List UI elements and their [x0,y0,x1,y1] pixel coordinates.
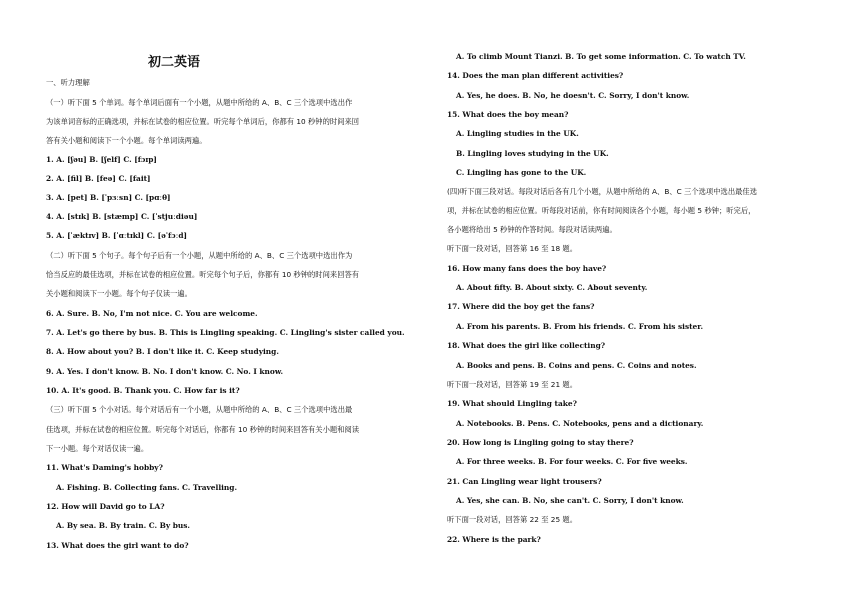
instruction-line: 关小题和阅读下一小题。每个句子仅读一遍。 [46,289,192,298]
question-line: A. Yes, he does. B. No, he doesn't. C. Sorry, I don't know. [456,91,690,100]
instruction-line: 佳选项，并标在试卷的相应位置。听完每个对话后，你都有 10 秒钟的时间来回答有关小题和阅读 [46,425,360,434]
question-line: 18. What does the girl like collecting? [447,341,606,350]
instruction-line: （二）听下面 5 个句子。每个句子后有一个小题，从题中所给的 A、B、C 三个选项中选出作为 [46,251,353,260]
question-line: B. Lingling loves studying in the UK. [456,149,609,158]
question-line: 1. A. [ʃəu] B. [ʃelf] C. [fɔɪp] [46,155,157,164]
instruction-line: 下一小题。每个对话仅读一遍。 [46,444,149,453]
instruction-line: 恰当反应的最佳选项，并标在试卷的相应位置。听完每个句子后，你都有 10 秒钟的时间来回答有 [46,270,360,279]
instruction-line: 听下面一段对话，回答第 19 至 21 题。 [447,380,578,389]
question-line: 8. A. How about you? B. I don't like it. C. Keep studying. [46,347,279,356]
question-line: 21. Can Lingling wear light trousers? [447,477,602,486]
question-line: C. Lingling has gone to the UK. [456,168,587,177]
instruction-line: （一）听下面 5 个单词。每个单词后面有一个小题，从题中所给的 A、B、C 三个选项中选出作 [46,98,353,107]
question-line: A. Books and pens. B. Coins and pens. C. Coins and notes. [456,361,697,370]
question-line: 19. What should Lingling take? [447,399,577,408]
question-line: 7. A. Let's go there by bus. B. This is Lingling speaking. C. Lingling's sister called you. [46,328,405,337]
instruction-line: 项，并标在试卷的相应位置。听每段对话前，你有时间阅读各个小题，每小题 5 秒钟；听完后， [447,206,756,215]
instruction-line: 一、听力理解 [46,78,90,87]
question-line: 17. Where did the boy get the fans? [447,302,595,311]
instruction-line: （三）听下面 5 个小对话。每个对话后有一个小题，从题中所给的 A、B、C 三个选项中选出最 [46,405,353,414]
instruction-line: (四)听下面三段对话。每段对话后各有几个小题，从题中所给的 A、B、C 三个选项中选出最佳选 [447,187,758,196]
question-line: 13. What does the girl want to do? [46,541,189,550]
question-line: 11. What's Daming's hobby? [46,463,163,472]
instruction-line: 听下面一段对话，回答第 22 至 25 题。 [447,515,578,524]
question-line: A. Yes, she can. B. No, she can't. C. Sorry, I don't know. [456,496,684,505]
page-title: 初二英语 [148,55,201,70]
instruction-line: 答有关小题和阅读下一个小题。每个单词读两遍。 [46,136,207,145]
question-line: 10. A. It's good. B. Thank you. C. How far is it? [46,386,240,395]
question-line: 12. How will David go to LA? [46,502,165,511]
question-line: 15. What does the boy mean? [447,110,569,119]
question-line: 16. How many fans does the boy have? [447,264,607,273]
question-line: A. To climb Mount Tianzi. B. To get some information. C. To watch TV. [456,52,746,61]
question-line: A. Notebooks. B. Pens. C. Notebooks, pens and a dictionary. [456,419,704,428]
question-line: A. About fifty. B. About sixty. C. About seventy. [456,283,648,292]
question-line: 14. Does the man plan different activities? [447,71,624,80]
question-line: A. For three weeks. B. For four weeks. C. For five weeks. [456,457,688,466]
question-line: A. By sea. B. By train. C. By bus. [56,521,191,530]
question-line: 9. A. Yes. I don't know. B. No. I don't know. C. No. I know. [46,367,284,376]
instruction-line: 为该单词音标的正确选项，并标在试卷的相应位置。听完每个单词后，你都有 10 秒钟的时间来回 [46,117,360,126]
question-line: 20. How long is Lingling going to stay there? [447,438,634,447]
instruction-line: 各小题将给出 5 秒钟的作答时间。每段对话读两遍。 [447,225,617,234]
instruction-line: 听下面一段对话，回答第 16 至 18 题。 [447,244,578,253]
question-line: 22. Where is the park? [447,535,541,544]
question-line: 5. A. [ˈæktɪv] B. [ˈɑːtɪkl] C. [əˈfɔːd] [46,231,188,240]
question-line: A. Fishing. B. Collecting fans. C. Travelling. [56,483,238,492]
question-line: 4. A. [stɪk] B. [stæmp] C. [ˈstjuːdiəu] [46,212,198,221]
question-line: 3. A. [pet] B. [ˈpɜːsn] C. [pɑːθ] [46,193,171,202]
question-line: A. Lingling studies in the UK. [456,129,579,138]
question-line: A. From his parents. B. From his friends. C. From his sister. [456,322,704,331]
question-line: 6. A. Sure. B. No, I'm not nice. C. You are welcome. [46,309,258,318]
question-line: 2. A. [fil] B. [feə] C. [fait] [46,174,151,183]
